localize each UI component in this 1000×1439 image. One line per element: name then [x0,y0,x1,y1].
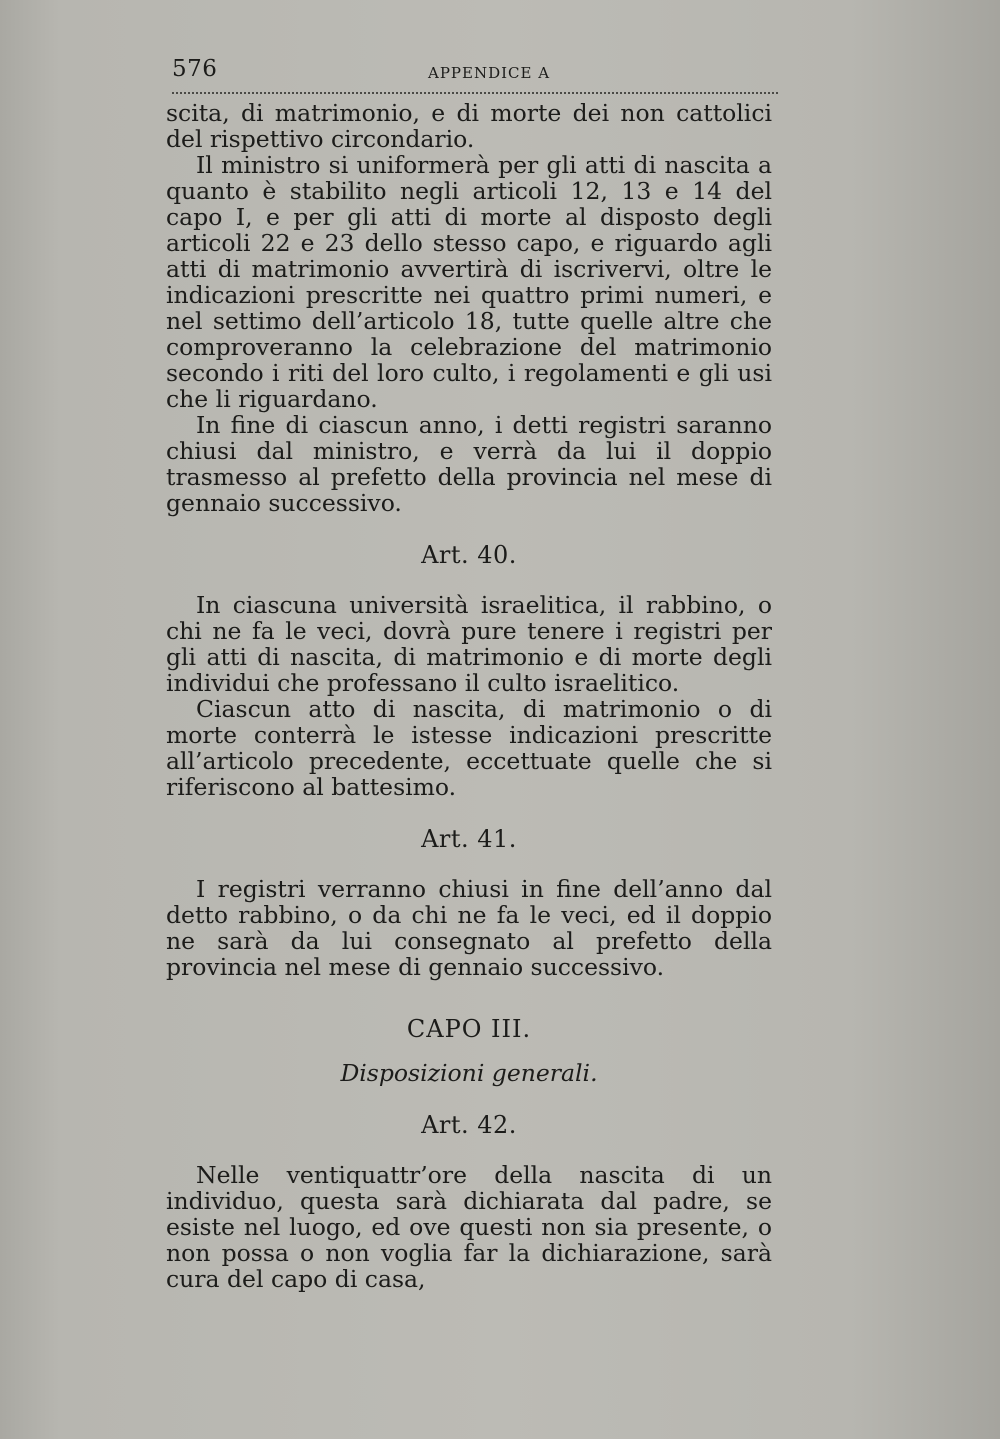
chapter-subtitle: Disposizioni generali. [340,1059,598,1087]
paragraph: I registri verranno chiusi in fine dell’anno dal detto rabbino, o da chi ne fa le veci, ed il doppio ne sarà da lui consegnato al prefetto della provincia nel mese di gennaio successivo. [166,875,772,981]
article-heading-40: Art. 40. [421,541,517,569]
article-heading-42: Art. 42. [421,1111,517,1139]
paragraph: Ciascun atto di nascita, di matrimonio o di morte conterrà le istesse indicazioni prescritte all’articolo precedente, eccettuate quelle che si riferiscono al battesimo. [166,695,772,801]
paragraph: Nelle ventiquattr’ore della nascita di un individuo, questa sarà dichiarata dal padre, se esiste nel luogo, ed ove questi non sia presente, o non possa o non voglia far la dichiarazione, sarà cura del capo di casa, [166,1161,772,1293]
paragraph-continuation: scita, di matrimonio, e di morte dei non cattolici del rispettivo circondario. [166,99,772,153]
paragraph: Il ministro si uniformerà per gli atti di nascita a quanto è stabilito negli articoli 12, 13 e 14 del capo I, e per gli atti di morte al disposto degli articoli 22 e 23 dello stesso capo, e riguardo agli atti di matrimonio avvertirà di iscrivervi, oltre le indicazioni prescritte nei quattro primi numeri, e nel settimo dell’articolo 18, tutte quelle altre che comproveranno la celebrazione del matrimonio secondo i riti del loro culto, i regolamenti e gli usi che li riguardano. [166,151,772,413]
running-head: APPENDICE A [428,64,551,82]
page-number: 576 [172,56,218,82]
article-heading-41: Art. 41. [421,825,517,853]
chapter-heading: CAPO III. [406,1015,532,1043]
page-header [172,56,778,94]
paragraph: In fine di ciascun anno, i detti registri saranno chiusi dal ministro, e verrà da lui il doppio trasmesso al prefetto della provincia nel mese di gennaio successivo. [166,411,772,517]
page-body [166,100,772,1292]
paragraph: In ciascuna università israelitica, il rabbino, o chi ne fa le veci, dovrà pure tenere i registri per gli atti di nascita, di matrimonio e di morte degli individui che professano il culto israelitico. [166,591,772,697]
